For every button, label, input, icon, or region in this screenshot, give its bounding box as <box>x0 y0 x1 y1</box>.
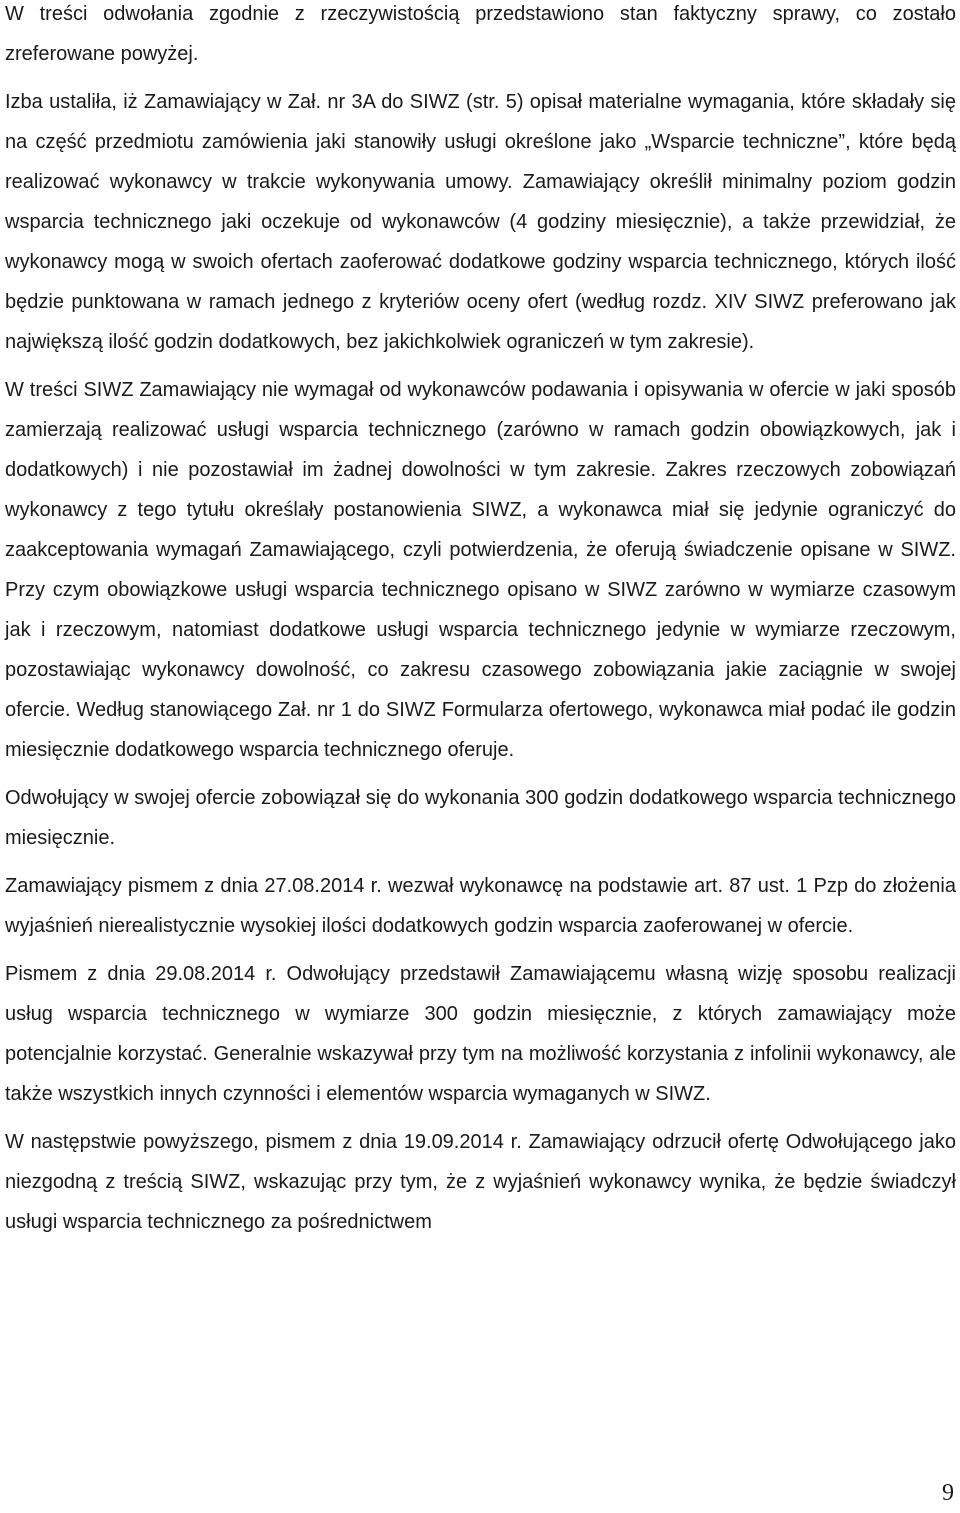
document-page <box>5 0 956 1250</box>
paragraph-7: W następstwie powyższego, pismem z dnia 19.09.2014 r. Zamawiający odrzucił ofertę Odwołującego jako niezgodną z treścią SIWZ, wskazując przy tym, że z wyjaśnień wykonawcy wynika, że będzie świadczył usługi wsparcia technicznego za pośrednictwem <box>5 1131 956 1233</box>
paragraph-2: Izba ustaliła, iż Zamawiający w Zał. nr 3A do SIWZ (str. 5) opisał materialne wymagania, które składały się na część przedmiotu zamówienia jaki stanowiły usługi określone jako „Wsparcie techniczne”, które będą realizować wykonawcy w trakcie wykonywania umowy. Zamawiający określił minimalny poziom godzin wsparcia technicznego jaki oczekuje od wykonawców (4 godziny miesięcznie), a także przewidział, że wykonawcy mogą w swoich ofertach zaoferować dodatkowe godziny wsparcia technicznego, których ilość będzie punktowana w ramach jednego z kryteriów oceny ofert (według rozdz. XIV SIWZ preferowano jak największą ilość godzin dodatkowych, bez jakichkolwiek ograniczeń w tym zakresie). <box>5 91 956 353</box>
paragraph-3: W treści SIWZ Zamawiający nie wymagał od wykonawców podawania i opisywania w ofercie w jaki sposób zamierzają realizować usługi wsparcia technicznego (zarówno w ramach godzin obowiązkowych, jak i dodatkowych) i nie pozostawiał im żadnej dowolności w tym zakresie. Zakres rzeczowych zobowiązań wykonawcy z tego tytułu określały postanowienia SIWZ, a wykonawca miał się jedynie ograniczyć do zaakceptowania wymagań Zamawiającego, czyli potwierdzenia, że oferują świadczenie opisane w SIWZ. Przy czym obowiązkowe usługi wsparcia technicznego opisano w SIWZ zarówno w wymiarze czasowym jak i rzeczowym, natomiast dodatkowe usługi wsparcia technicznego jedynie w wymiarze rzeczowym, pozostawiając wykonawcy dowolność, co zakresu czasowego zobowiązania jakie zaciągnie w swojej ofercie. Według stanowiącego Zał. nr 1 do SIWZ Formularza ofertowego, wykonawca miał podać ile godzin miesięcznie dodatkowego wsparcia technicznego oferuje. <box>5 379 956 761</box>
paragraph-4: Odwołujący w swojej ofercie zobowiązał się do wykonania 300 godzin dodatkowego wsparcia technicznego miesięcznie. <box>5 787 956 849</box>
paragraph-1: W treści odwołania zgodnie z rzeczywistością przedstawiono stan faktyczny sprawy, co zostało zreferowane powyżej. <box>5 3 956 65</box>
paragraph-5: Zamawiający pismem z dnia 27.08.2014 r. wezwał wykonawcę na podstawie art. 87 ust. 1 Pzp do złożenia wyjaśnień nierealistycznie wysokiej ilości dodatkowych godzin wsparcia zaoferowanej w ofercie. <box>5 875 956 937</box>
paragraph-6: Pismem z dnia 29.08.2014 r. Odwołujący przedstawił Zamawiającemu własną wizję sposobu realizacji usług wsparcia technicznego w wymiarze 300 godzin miesięcznie, z których zamawiający może potencjalnie korzystać. Generalnie wskazywał przy tym na możliwość korzystania z infolinii wykonawcy, ale także wszystkich innych czynności i elementów wsparcia wymaganych w SIWZ. <box>5 963 956 1105</box>
page-number: 9 <box>942 1480 954 1506</box>
